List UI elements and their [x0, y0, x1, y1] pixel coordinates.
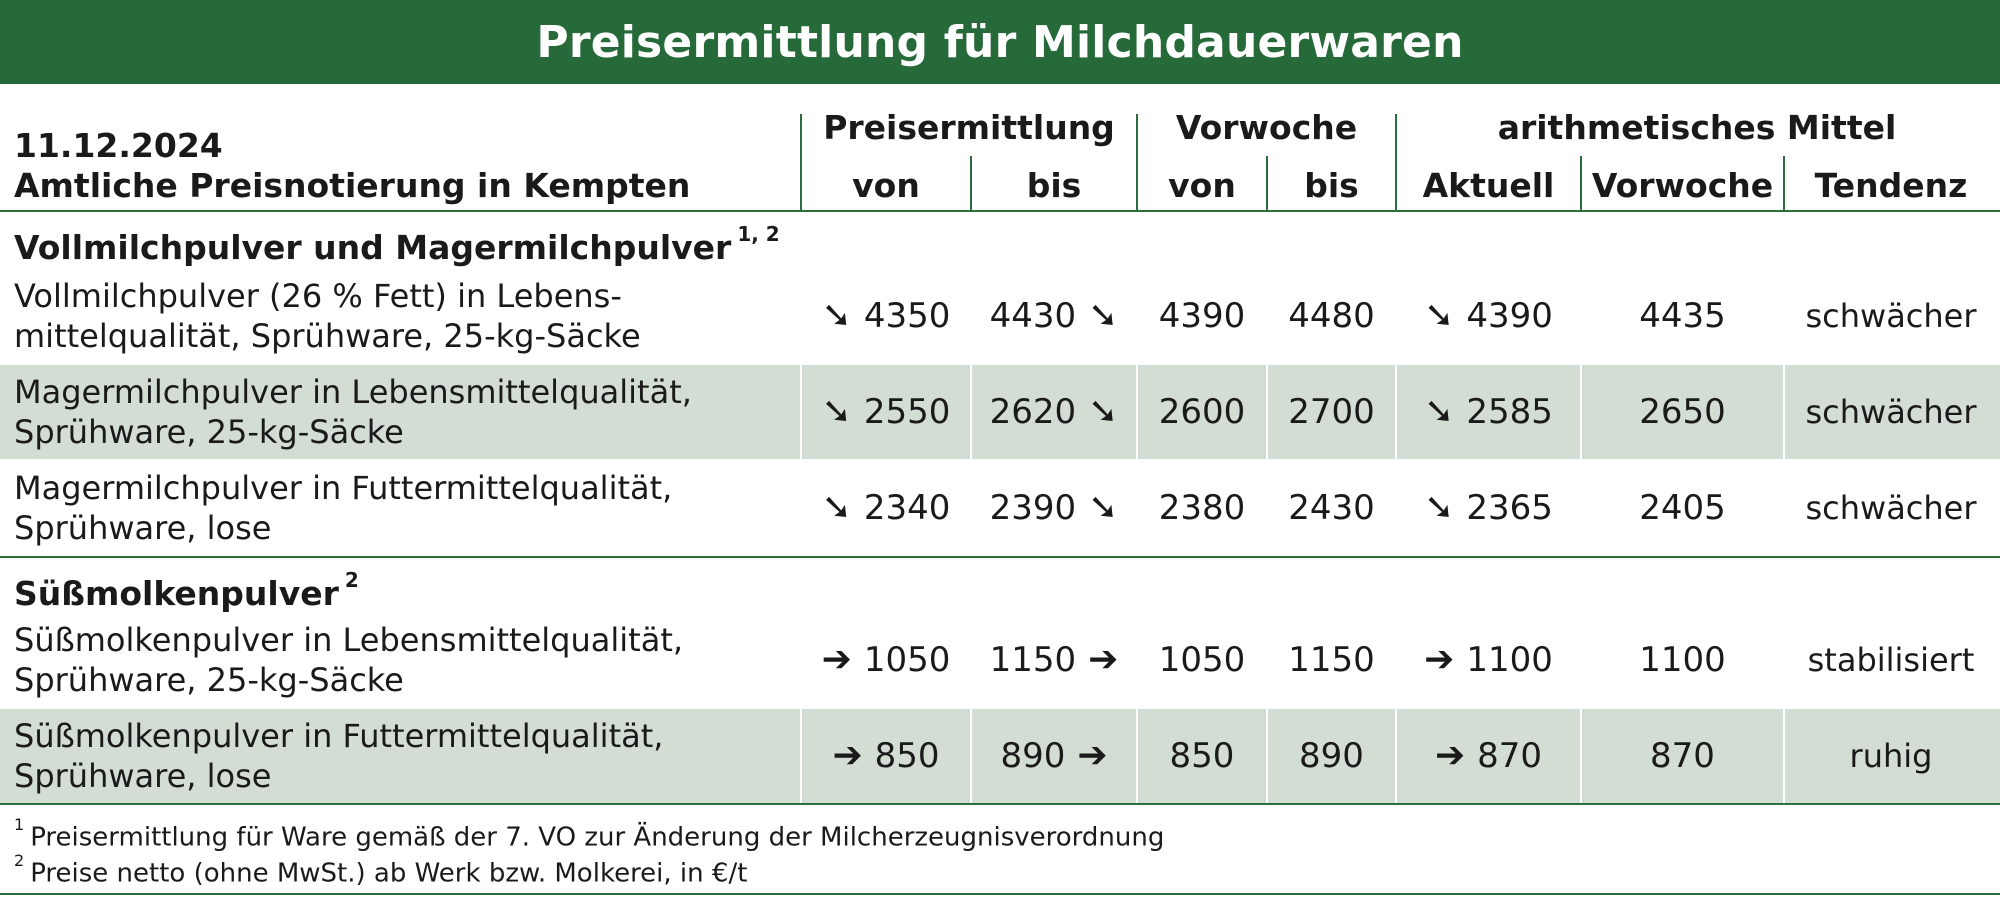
- cell-preis-von: [802, 614, 970, 706]
- product-line: Süßmolkenpulver in Lebensmittelqualität,: [14, 621, 684, 659]
- arrow-down-right-icon: ➘: [821, 391, 852, 432]
- arrow-down-right-icon: ➘: [1088, 487, 1119, 528]
- cell-preis-bis: [972, 270, 1136, 362]
- product-line: Vollmilchpulver (26 % Fett) in Lebens-: [14, 277, 622, 315]
- column-header-vorwoche-von: von: [1168, 166, 1236, 205]
- arrow-down-right-icon: ➘: [1424, 295, 1455, 336]
- header-rule: [0, 210, 2000, 212]
- cell-aktuell: [1397, 614, 1580, 706]
- arrow-down-right-icon: ➘: [821, 295, 852, 336]
- cell-vorwoche-mittel: 4435: [1639, 296, 1726, 336]
- value: 2620: [989, 392, 1077, 432]
- cell-vorwoche-bis: 2430: [1288, 488, 1375, 528]
- group-preisermittlung: Preisermittlung: [823, 108, 1115, 147]
- cell-vorwoche-mittel: 870: [1650, 736, 1715, 776]
- cell-preis-bis: [972, 366, 1136, 458]
- cell-preis-bis: [972, 614, 1136, 706]
- section-title-text: Vollmilchpulver und Magermilchpulver: [14, 228, 732, 267]
- cell-preis-von: [802, 366, 970, 458]
- cell-tendenz: ruhig: [1849, 737, 1933, 775]
- product-name: [14, 372, 794, 452]
- arrow-right-icon: ➔: [1424, 639, 1455, 680]
- cell-vorwoche-von: 2380: [1158, 488, 1246, 528]
- table-title: Preisermittlung für Milchdauerwaren: [0, 0, 2000, 84]
- cell-tendenz: schwächer: [1805, 297, 1977, 335]
- arrow-right-icon: ➔: [1434, 735, 1466, 776]
- section-title-text: Süßmolkenpulver: [14, 574, 339, 613]
- cell-tendenz: schwächer: [1805, 489, 1977, 527]
- product-line: Sprühware, lose: [14, 757, 272, 795]
- cell-aktuell: [1397, 366, 1580, 458]
- footnote-1: [14, 814, 1164, 855]
- table-bottom-rule: [0, 803, 2000, 805]
- column-header-preis-bis: bis: [1026, 166, 1082, 205]
- value: 4390: [1466, 296, 1553, 336]
- cell-tendenz: stabilisiert: [1807, 641, 1975, 679]
- group-vorwoche: Vorwoche: [1175, 108, 1358, 147]
- column-header-tendenz: Tendenz: [1814, 166, 1968, 205]
- product-line: Magermilchpulver in Futtermittelqualität,: [14, 469, 673, 507]
- footnote-marks: 1, 2: [737, 222, 780, 246]
- product-line: Süßmolkenpulver in Futtermittelqualität,: [14, 717, 664, 755]
- arrow-down-right-icon: ➘: [1088, 295, 1119, 336]
- notation-date: 11.12.2024: [14, 126, 223, 165]
- arrow-right-icon: ➔: [821, 639, 852, 680]
- product-line: mittelqualität, Sprühware, 25-kg-Säcke: [14, 317, 641, 355]
- value: 2390: [989, 488, 1077, 528]
- value: 2550: [863, 392, 951, 432]
- column-header-vorwoche-mittel: Vorwoche: [1591, 166, 1774, 205]
- footnote-text: Preise netto (ohne MwSt.) ab Werk bzw. Molkerei, in €/t: [30, 858, 748, 889]
- footnote-mark: 2: [14, 851, 25, 870]
- arrow-right-icon: ➔: [1077, 735, 1108, 776]
- cell-vorwoche-mittel: 2405: [1639, 488, 1726, 528]
- group-arithmetisches-mittel: arithmetisches Mittel: [1497, 108, 1897, 147]
- column-header-aktuell: Aktuell: [1422, 166, 1555, 205]
- value: 1150: [989, 640, 1077, 680]
- cell-preis-bis: [972, 462, 1136, 554]
- value: 1100: [1466, 640, 1553, 680]
- cell-preis-von: [802, 270, 970, 362]
- arrow-right-icon: ➔: [832, 735, 863, 776]
- value: 4350: [863, 296, 951, 336]
- cell-preis-bis: [972, 710, 1136, 802]
- value: 870: [1477, 736, 1543, 776]
- column-header-preis-von: von: [852, 166, 920, 205]
- product-line: Sprühware, lose: [14, 509, 272, 547]
- cell-vorwoche-mittel: 1100: [1639, 640, 1726, 680]
- value: 1050: [863, 640, 951, 680]
- value: 4430: [989, 296, 1077, 336]
- section-title-milchpulver: [14, 220, 780, 268]
- value: 890: [1000, 736, 1066, 776]
- cell-vorwoche-von: 2600: [1158, 392, 1246, 432]
- section-rule: [0, 556, 2000, 558]
- product-line: Magermilchpulver in Lebensmittelqualität,: [14, 373, 692, 411]
- arrow-right-icon: ➔: [1088, 639, 1119, 680]
- cell-vorwoche-von: 1050: [1158, 640, 1246, 680]
- footnote-marks: 2: [344, 568, 359, 592]
- product-name: [14, 620, 794, 700]
- arrow-down-right-icon: ➘: [821, 487, 852, 528]
- cell-preis-von: [802, 710, 970, 802]
- cell-aktuell: [1397, 462, 1580, 554]
- cell-vorwoche-bis: 4480: [1288, 296, 1375, 336]
- value: 850: [874, 736, 940, 776]
- product-line: Sprühware, 25-kg-Säcke: [14, 661, 404, 699]
- arrow-down-right-icon: ➘: [1424, 487, 1455, 528]
- cell-aktuell: [1397, 270, 1580, 362]
- cell-preis-von: [802, 462, 970, 554]
- value: 2340: [863, 488, 951, 528]
- footnote-text: Preisermittlung für Ware gemäß der 7. VO zur Änderung der Milcherzeugnisverordnung: [30, 822, 1165, 853]
- value: 2585: [1466, 392, 1553, 432]
- cell-tendenz: schwächer: [1805, 393, 1977, 431]
- arrow-down-right-icon: ➘: [1424, 391, 1455, 432]
- cell-vorwoche-bis: 1150: [1288, 640, 1375, 680]
- cell-vorwoche-mittel: 2650: [1639, 392, 1726, 432]
- footnote-mark: 1: [14, 815, 25, 834]
- footnote-2: [14, 850, 747, 891]
- product-name: [14, 468, 794, 548]
- cell-vorwoche-von: 4390: [1158, 296, 1246, 336]
- product-name: [14, 716, 794, 796]
- product-name: [14, 276, 794, 356]
- cell-vorwoche-bis: 890: [1299, 736, 1364, 776]
- product-line: Sprühware, 25-kg-Säcke: [14, 413, 404, 451]
- footnote-bottom-rule: [0, 893, 2000, 895]
- column-header-vorwoche-bis: bis: [1304, 166, 1359, 205]
- cell-vorwoche-von: 850: [1169, 736, 1235, 776]
- cell-aktuell: [1397, 710, 1580, 802]
- arrow-down-right-icon: ➘: [1088, 391, 1119, 432]
- section-title-suessmolkenpulver: [14, 566, 359, 614]
- value: 2365: [1466, 488, 1553, 528]
- cell-vorwoche-bis: 2700: [1288, 392, 1375, 432]
- notation-label: Amtliche Preisnotierung in Kempten: [14, 166, 691, 205]
